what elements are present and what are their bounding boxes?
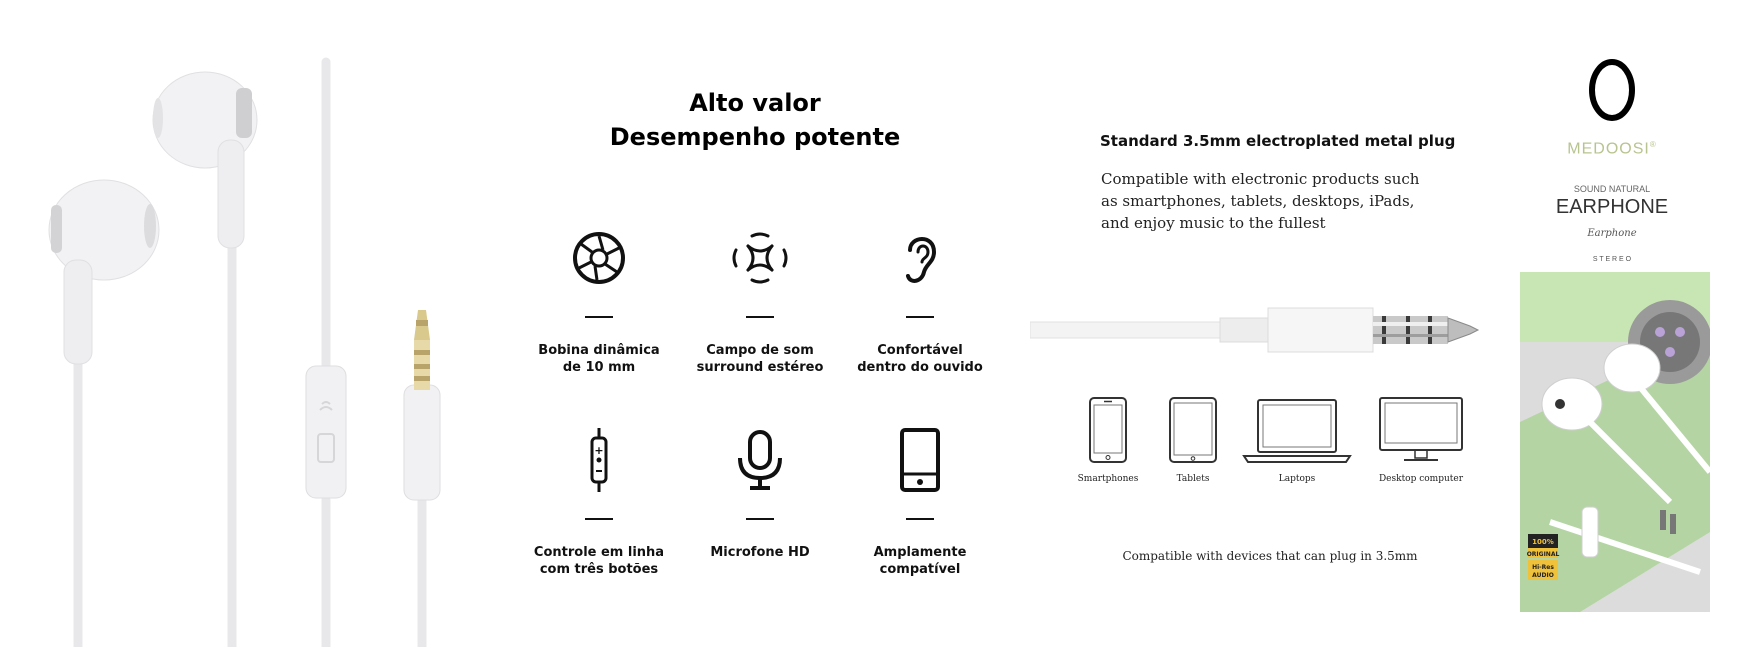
divider xyxy=(585,518,613,520)
feature-label: Amplamente compatível xyxy=(873,545,967,577)
divider xyxy=(746,518,774,520)
feature-surround-sound xyxy=(680,226,840,376)
badge-original-line1: 100% xyxy=(1532,538,1554,546)
hanging-hole-icon xyxy=(1587,58,1637,124)
package-brand: MEDOOSI® xyxy=(1567,140,1657,158)
package-script: Earphone xyxy=(1587,228,1637,239)
audio-jack-icon xyxy=(404,310,440,500)
feature-label: Bobina dinâmica de 10 mm xyxy=(538,343,660,375)
inline-remote-control-icon xyxy=(306,366,346,498)
divider xyxy=(746,316,774,318)
earphones-product-image xyxy=(0,0,470,647)
package-subtitle: SOUND NATURAL xyxy=(1573,184,1651,194)
feature-label: Campo de som surround estéreo xyxy=(696,343,824,375)
feature-comfort-fit xyxy=(840,226,1000,376)
badge-hires-line1: Hi-Res xyxy=(1532,564,1554,571)
desktop-computer-icon xyxy=(1378,396,1464,464)
divider xyxy=(906,518,934,520)
badge-hires-line2: AUDIO xyxy=(1532,572,1554,579)
product-package xyxy=(1512,58,1712,620)
package-photo-image xyxy=(1520,272,1710,612)
device-label-desktop: Desktop computer xyxy=(1378,474,1464,484)
ear-icon xyxy=(888,226,952,290)
feature-inline-remote xyxy=(519,428,679,578)
device-label-laptops: Laptops xyxy=(1278,474,1316,484)
divider xyxy=(585,316,613,318)
headline xyxy=(520,86,990,154)
smartphone-icon xyxy=(1088,396,1128,464)
inline-remote-icon xyxy=(567,428,631,492)
plug-title: Standard 3.5mm electroplated metal plug xyxy=(1100,132,1456,150)
laptop-icon xyxy=(1242,398,1352,464)
plug-description: Compatible with electronic products such as smartphones, tablets, desktops, iPads, and enjoy music to the fullest xyxy=(1101,170,1420,232)
compatibility-note: Compatible with devices that can plug in 3.5mm xyxy=(1122,549,1418,563)
headline-line-1: Alto valor xyxy=(689,89,821,117)
tablet-icon xyxy=(888,428,952,492)
feature-label: Microfone HD xyxy=(710,545,810,560)
device-label-tablets: Tablets xyxy=(1176,474,1210,484)
microphone-icon xyxy=(728,428,792,492)
feature-wide-compatibility xyxy=(840,428,1000,578)
device-label-smartphones: Smartphones xyxy=(1077,474,1139,484)
tablet-device-icon xyxy=(1168,396,1218,464)
feature-speaker-coil xyxy=(519,226,679,376)
earbud-right-icon xyxy=(153,72,257,248)
feature-label: Confortável dentro do ouvido xyxy=(857,343,983,375)
speaker-coil-icon xyxy=(567,226,631,290)
feature-label: Controle em linha com três botões xyxy=(533,545,665,577)
metal-plug-image xyxy=(1030,300,1500,360)
package-product: EARPHONE xyxy=(1555,196,1669,218)
feature-hd-microphone xyxy=(680,428,840,561)
divider xyxy=(906,316,934,318)
surround-sound-icon xyxy=(728,226,792,290)
headline-line-2: Desempenho potente xyxy=(609,123,901,151)
package-stereo: S T E R E O xyxy=(1592,256,1632,263)
earbud-left-icon xyxy=(49,180,159,364)
svg-text:+: + xyxy=(594,444,604,457)
badge-original-line2: ORIGINAL xyxy=(1526,551,1560,558)
